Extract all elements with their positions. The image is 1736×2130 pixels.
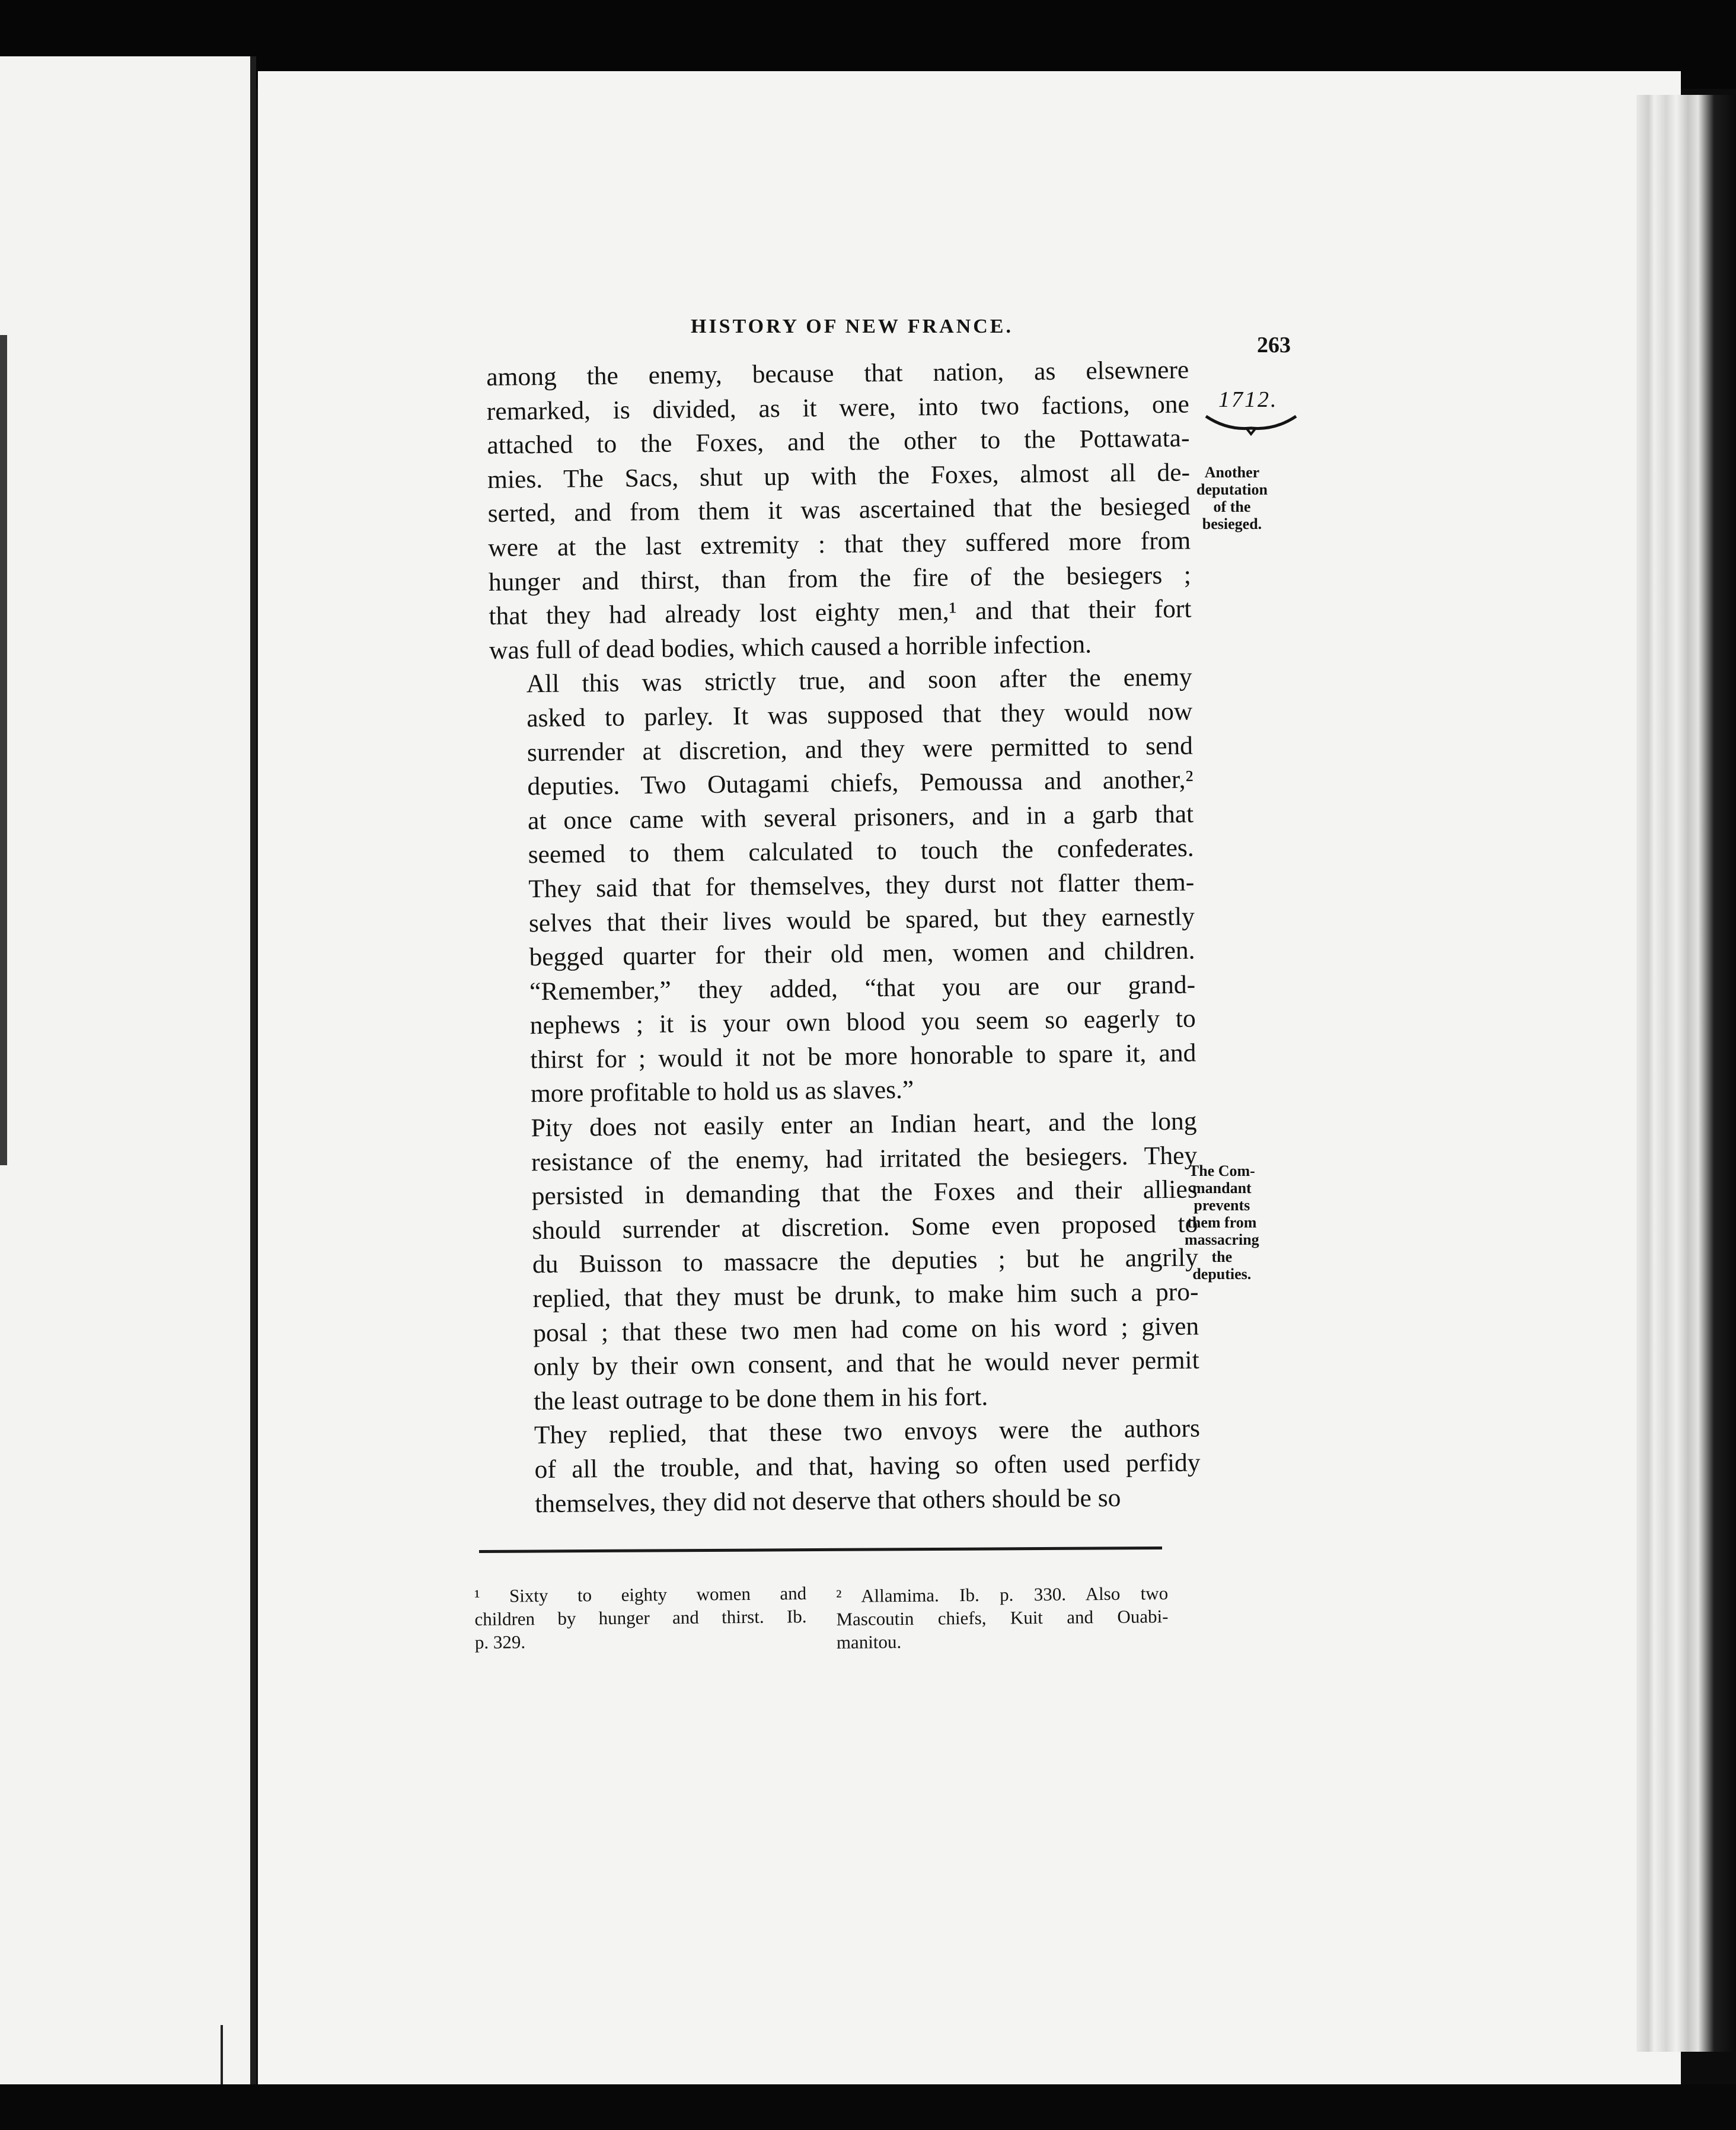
margin-note-line: mandant xyxy=(1192,1179,1252,1197)
text-line: hunger and thirst, than from the fire of the besiegers ; xyxy=(488,560,1192,597)
margin-note-line: deputies. xyxy=(1192,1265,1252,1283)
facing-page-left xyxy=(0,56,256,2108)
text-line: among the enemy, because that nation, as elsewnere xyxy=(486,355,1189,391)
margin-note-line: of the xyxy=(1213,498,1251,515)
footnote-line: Mascoutin chiefs, Kuit and Ouabi- xyxy=(836,1606,1169,1630)
margin-brace-ornament xyxy=(1204,413,1298,436)
text-line: posal ; that these two men had come on his word ; given xyxy=(532,1312,1199,1347)
text-line: selves that their lives would be spared, but they earnestly xyxy=(528,902,1195,938)
paragraph xyxy=(494,1105,1199,1420)
margin-year: 1712. xyxy=(1218,387,1278,412)
text-line: serted, and from them it was ascertained that the besieged xyxy=(487,492,1191,528)
text-line: “Remember,” they added, “that you are our grand- xyxy=(529,970,1196,1006)
text-line: asked to parley. It was supposed that they would now xyxy=(526,697,1193,733)
body-text xyxy=(486,353,1201,1522)
gutter-edge xyxy=(250,56,256,2108)
text-line: more profitable to hold us as slaves.” xyxy=(530,1075,914,1108)
footnote-line: ² Allamima. Ib. p. 330. Also two xyxy=(836,1583,1169,1606)
text-line: They replied, that these two envoys were the authors xyxy=(534,1414,1201,1450)
text-line: that they had already lost eighty men,¹ and that their fort xyxy=(489,594,1192,631)
text-line: was full of dead bodies, which caused a horrible infection. xyxy=(489,630,1092,665)
margin-note-line: besieged. xyxy=(1202,515,1262,532)
page-stack-edges xyxy=(1636,95,1736,2052)
margin-note-line: deputation xyxy=(1196,481,1268,498)
text-line: surrender at discretion, and they were permitted to send xyxy=(526,731,1194,767)
margin-note-line: prevents xyxy=(1194,1197,1250,1214)
margin-note-line: the xyxy=(1211,1248,1233,1265)
text-line: attached to the Foxes, and the other to the Pottawata- xyxy=(487,423,1190,460)
text-line: only by their own consent, and that he would never permit xyxy=(533,1345,1199,1382)
footnote-line: p. 329. xyxy=(474,1631,526,1653)
text-line: replied, that they must be drunk, to make him such a pro- xyxy=(532,1277,1199,1313)
running-head: HISTORY OF NEW FRANCE. xyxy=(691,315,1013,337)
footnote-line: children by hunger and thirst. Ib. xyxy=(474,1606,807,1630)
text-line: at once came with several prisoners, and in a garb that xyxy=(527,799,1194,836)
margin-note-another-deputation xyxy=(1196,464,1268,532)
text-line: mies. The Sacs, shut up with the Foxes, almost all de- xyxy=(487,458,1191,494)
text-line: du Buisson to massacre the deputies ; but he angrily xyxy=(532,1243,1199,1279)
margin-note-line: them from xyxy=(1187,1214,1257,1231)
margin-note-line: Another xyxy=(1204,464,1260,481)
text-line: deputies. Two Outagami chiefs, Pemoussa and another,² xyxy=(527,765,1194,801)
paragraph xyxy=(486,353,1192,668)
scan-bottom-border xyxy=(0,2084,1736,2130)
paragraph xyxy=(489,661,1196,1112)
margin-note-line: The Com- xyxy=(1188,1162,1255,1179)
text-line: All this was strictly true, and soon after the enemy xyxy=(526,662,1192,699)
text-line: of all the trouble, and that, having so often used perfidy xyxy=(534,1448,1201,1484)
text-line: the least outrage to be done them in his fort. xyxy=(534,1382,988,1416)
margin-note-line: massacring xyxy=(1185,1231,1259,1248)
footnote-line: ¹ Sixty to eighty women and xyxy=(474,1583,807,1606)
footnote-line: manitou. xyxy=(836,1631,902,1653)
text-line: nephews ; it is your own blood you seem so eagerly to xyxy=(529,1004,1196,1040)
left-page-bleed-through xyxy=(0,335,7,1165)
footnote-1 xyxy=(474,1581,807,1654)
footnote-2 xyxy=(836,1581,1169,1654)
page-number: 263 xyxy=(1257,333,1291,358)
text-line: Pity does not easily enter an Indian heart, and the long xyxy=(531,1107,1197,1143)
text-line: persisted in demanding that the Foxes and their allies xyxy=(531,1175,1198,1211)
text-line: remarked, is divided, as it were, into two factions, one xyxy=(486,390,1190,426)
paragraph xyxy=(497,1412,1201,1522)
text-line: were at the last extremity : that they suffered more from xyxy=(488,526,1191,562)
text-line: resistance of the enemy, had irritated the besiegers. They xyxy=(531,1141,1198,1176)
text-line: They said that for themselves, they durst not flatter them- xyxy=(528,868,1195,904)
text-line: thirst for ; would it not be more honorable to spare it, and xyxy=(530,1038,1196,1074)
text-line: begged quarter for their old men, women and children. xyxy=(529,936,1195,972)
text-line: themselves, they did not deserve that others should be so xyxy=(534,1483,1121,1518)
text-line: should surrender at discretion. Some even proposed to xyxy=(532,1209,1198,1245)
text-line: seemed to them calculated to touch the confederates. xyxy=(528,833,1194,869)
